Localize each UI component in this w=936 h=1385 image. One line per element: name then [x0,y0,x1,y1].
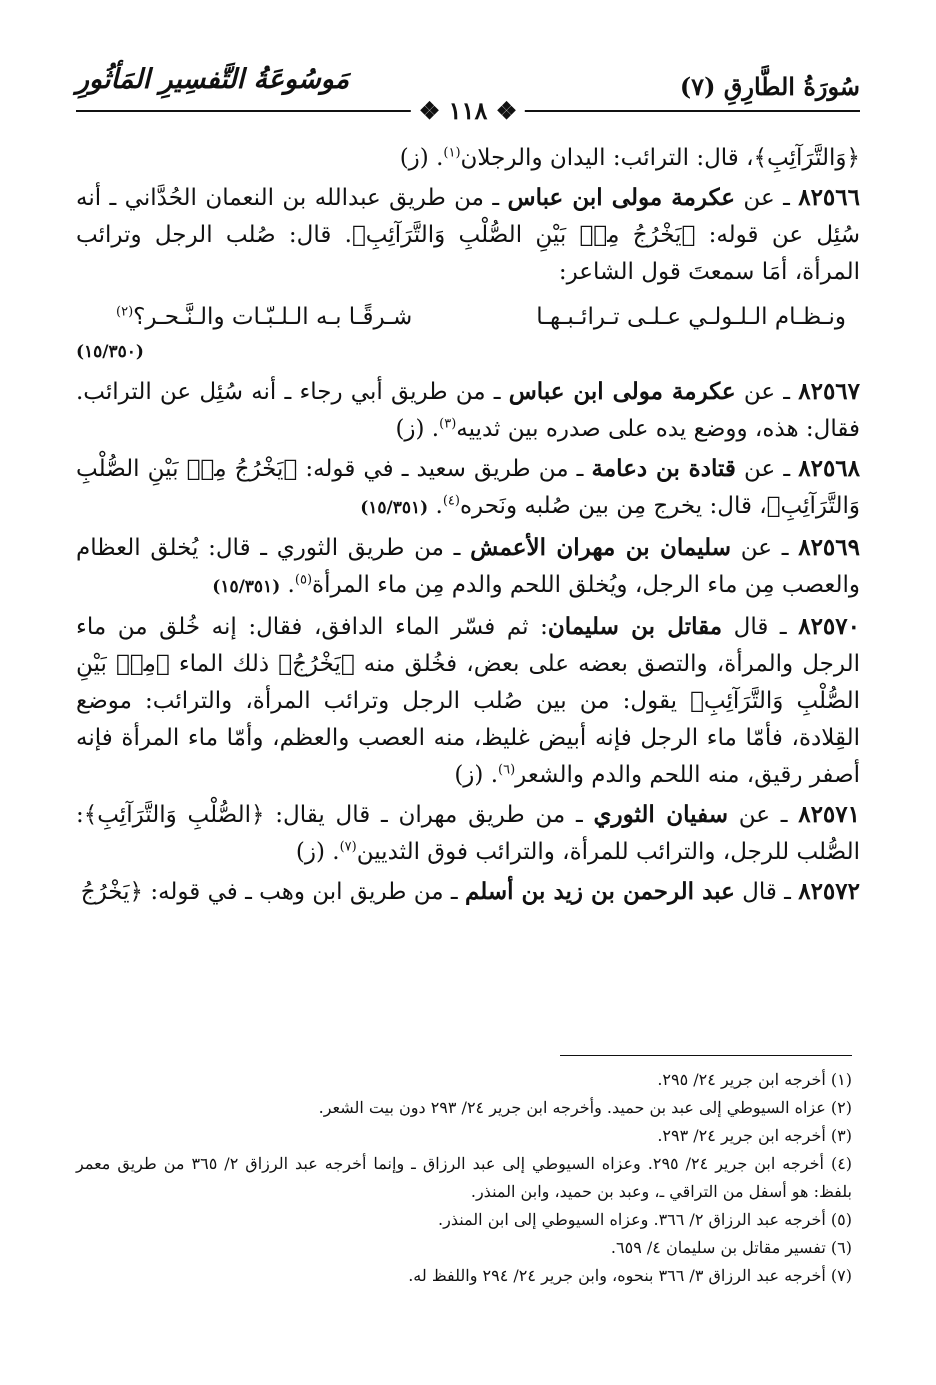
footnote-5: (٥) أخرجه عبد الرزاق ٢/ ٣٦٦. وعزاه السيوطي إلى ابن المنذر. [438,1210,852,1229]
entry-82570 [76,608,860,794]
footnote-marker: (٤) [442,493,460,509]
page-number: ❖ ١١٨ ❖ [411,96,525,125]
book-title: مَوسُوعَةُ التَّفسِيرِ المَأثُورِ [76,64,350,95]
footnote-marker: (٦) [498,762,516,778]
entry-number: ٨٢٥٦٩ [798,534,860,561]
entry-text: ـ من طريق الثوري ـ قال: يُخلق العظام والعصب مِن ماء الرجل، ويُخلق اللحم والدم مِن ماء المرأة [76,535,860,598]
volume-reference: (١٥/٣٥٠) [76,342,144,362]
verse-hemistich-2: شـرقًـا بـه الـلـبّـات والـنَّـحـر؟ [133,304,413,330]
footnote-1: (١) أخرجه ابن جرير ٢٤/ ٢٩٥. [657,1070,852,1089]
entry-lead: ـ عن [735,456,799,482]
volume-reference: (١٥/٣٥١) [212,577,281,597]
narrator-name: عكرمة مولى ابن عباس [507,184,736,211]
narrator-name: عبد الرحمن بن زيد بن أسلم [464,878,735,905]
entry-text: ـ من طريق سعيد ـ في قوله: ﴿يَخْرُجُ مِنۢ بَيْنِ الصُّلْبِ وَالتَّرَآئِبِ﴾، قال: يخرج مِن بين صُلبه ونَحره [76,456,860,519]
narrator-name: مقاتل بن سليمان [547,613,723,640]
footnote-marker: (٢) [116,304,134,320]
footnote-4: (٤) أخرجه ابن جرير ٢٤/ ٢٩٥. وعزاه السيوطي إلى عبد الرزاق ـ وإنما أخرجه عبد الرزاق ٢/ ٣٦٥ من طريق معمر بلفظ: هو أسفل من التراقي ـ، وعبد بن حميد، وابن المنذر. [76,1154,853,1201]
footnote-2: (٢) عزاه السيوطي إلى عبد بن حميد. وأخرجه ابن جرير ٢٤/ ٢٩٣ دون بيت الشعر. [318,1098,852,1117]
footnote-marker: (١) [443,145,461,161]
narrator-name: سفيان الثوري [593,801,728,828]
entry-text: ـ من طريق أبي رجاء ـ أنه سُئِل عن الترائب. فقال: هذه، ووضع يده على صدره بين ثدييه [76,379,860,442]
entry-82567 [76,373,860,448]
entry-tail: . (ز) [295,839,340,865]
verse-hemistich-1: ونـظـام الـلـولـي عـلـى تـرائـبـهـا [536,304,846,330]
entry-number: ٨٢٥٧٢ [798,878,860,905]
entry-lead: ـ عن [735,185,799,211]
paragraph-tail: . (ز) [399,145,444,171]
entry-text: ـ من طريق ابن وهب ـ في قوله: ﴿يَخْرُجُ [80,879,465,905]
entry-lead: ـ قال [722,614,799,640]
entry-number: ٨٢٥٦٧ [798,378,861,405]
entry-lead: ـ عن [728,802,799,828]
footnote-6: (٦) تفسير مقاتل بن سليمان ٤/ ٦٥٩. [610,1238,852,1257]
narrator-name: قتادة بن دعامة [591,455,736,482]
entry-tail: . [428,493,443,519]
footnote-3: (٣) أخرجه ابن جرير ٢٤/ ٢٩٣. [657,1126,852,1145]
entry-tail: . (ز) [454,762,499,788]
entry-82572 [76,873,860,911]
entry-number: ٨٢٥٧١ [798,801,860,828]
footnotes [76,1066,852,1290]
surah-title: سُورَةُ الطَّارِقِ (٧) [679,72,860,101]
narrator-name: سليمان بن مهران الأعمش [470,534,732,561]
entry-tail: . [280,572,295,598]
footnote-separator [560,1055,852,1056]
entry-82569 [76,529,860,606]
entry-lead: ـ قال [734,879,799,905]
paragraph-continuation [76,140,860,177]
main-text [76,140,860,911]
page-header [76,62,860,125]
entry-number: ٨٢٥٦٨ [798,455,861,482]
entry-tail: . (ز) [395,416,440,442]
entry-number: ٨٢٥٦٦ [798,184,860,211]
footnote-marker: (٣) [439,416,457,432]
page-number-text: ١١٨ [448,96,488,125]
entry-lead: ـ عن [735,379,799,405]
narrator-name: عكرمة مولى ابن عباس [508,378,736,405]
entry-82568 [76,450,860,527]
entry-text: ـ من طريق مهران ـ قال يقال: ﴿الصُّلْبِ وَالتَّرَآئِبِ﴾: الصُّلب للرجل، والترائب للمرأة، والترائب فوق الثديين [76,802,860,865]
poetry-verse [76,299,860,336]
paragraph-text: ﴿وَالتَّرَآئِبِ﴾، قال: الترائب: اليدان والرجلان [460,145,860,171]
footnote-marker: (٥) [294,572,313,588]
entry-text: : ثم فسّر الماء الدافق، فقال: إنه خُلق من ماء الرجل والمرأة، والتصق بعضه على بعض، فخُلق منه ﴿يَخْرُجُ﴾ ذلك الماء ﴿مِنۢ بَيْنِ الصُّلْبِ وَالتَّرَآئِبِ﴾ يقول: من بين صُلب الرجل وترائب المرأة، والترائب: موضع القِلادة، فأمّا ماء الرجل فإنه أبيض غليظ، منه العصب والعظم، وأمّا ماء المرأة فإنه أصفر رقيق، منه اللحم والدم والشعر [76,614,860,788]
entry-82566 [76,179,860,371]
entry-lead: ـ عن [731,535,799,561]
volume-reference: (١٥/٣٥١) [360,498,429,518]
entry-82571 [76,796,860,871]
footnote-marker: (٧) [339,839,357,855]
entry-number: ٨٢٥٧٠ [798,613,860,640]
footnote-7: (٧) أخرجه عبد الرزاق ٣/ ٣٦٦ بنحوه، وابن جرير ٢٤/ ٢٩٤ واللفظ له. [408,1266,852,1285]
entry-text: ـ من طريق عبدالله بن النعمان الحُدَّاني ـ أنه سُئِل عن قوله: ﴿يَخْرُجُ مِنۢ بَيْنِ الصُّلْبِ وَالتَّرَآئِبِ﴾. قال: صُلب الرجل وترائب المرأة، أمَا سمعتَ قول الشاعر: [76,185,860,285]
